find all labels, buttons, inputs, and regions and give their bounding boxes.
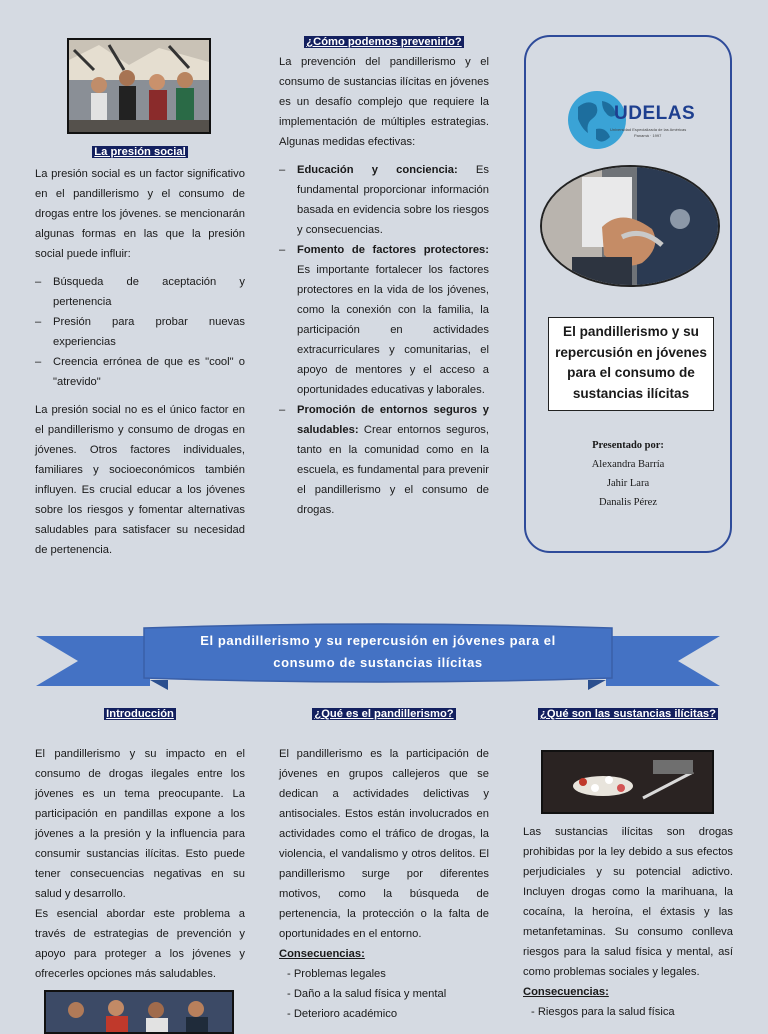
list-item	[279, 400, 489, 520]
item-text: Crear entornos seguros, tanto en la comunidad como en la escuela, es fundamental para prevenir el pandillerismo y el consumo de drogas.	[297, 424, 489, 516]
section-title-prevention: ¿Cómo podemos prevenirlo?	[306, 36, 462, 48]
social-pressure-intro: La presión social es un factor significativo en el pandillerismo y el consumo de drogas entre los jóvenes. se mencionarán algunas formas en las que la presión social puede influir:	[35, 168, 245, 260]
list-item: – Presión para probar nuevas experiencias	[35, 312, 245, 352]
social-pressure-list	[35, 272, 245, 392]
list-item: - Problemas legales	[287, 968, 386, 980]
author-name: Jahir Lara	[606, 478, 650, 489]
section-title-social-pressure: La presión social	[94, 146, 186, 158]
drugs-photo	[541, 750, 714, 814]
author-name: Alexandra Barría	[591, 459, 665, 470]
list-item	[279, 240, 489, 400]
item-text: Es fundamental proporcionar información basada en evidencia sobre los riesgos y consecuencias.	[297, 164, 489, 236]
item-text: Es importante fortalecer los factores protectores en la vida de los jóvenes, como la conexión con la familia, la participación en actividades extracurriculares y comunitarias, el apoyo de mentores y el acceso a oportunidades educativas y laborales.	[297, 264, 489, 396]
prevention-column	[279, 32, 489, 520]
logo-wordmark: UDELAS	[614, 103, 696, 124]
gangs-paragraph: El pandillerismo es la participación de jóvenes en grupos callejeros que se dedican a actividades delictivas y antisociales. Estos están involucrados en actividades como el tráfico de drogas, la violencia, el vandalismo y otros delitos. El pandillerismo surge por diferentes motivos, como la búsqueda de pertenencia, la protección o la falta de oportunidades en el entorno.	[279, 748, 489, 940]
drugs-consequences-title: Consecuencias:	[523, 986, 609, 998]
section-title-drugs: ¿Qué son las sustancias ilícitas?	[540, 708, 716, 720]
list-item: - Daño a la salud física y mental	[287, 988, 447, 1000]
gangs-consequences-list	[279, 964, 489, 1024]
list-item: - Riesgos para la salud física	[531, 1006, 675, 1018]
drugs-text-column	[523, 822, 733, 1022]
item-label: Fomento de factores protectores:	[297, 244, 489, 256]
section-title-gangs: ¿Qué es el pandillerismo?	[314, 708, 454, 720]
banner-line: consumo de sustancias ilícitas	[273, 655, 483, 670]
social-pressure-column	[35, 142, 245, 560]
cover-title: El pandillerismo y su repercusión en jóvenes para el consumo de sustancias ilícitas	[548, 317, 714, 411]
list-item: – Búsqueda de aceptación y pertenencia	[35, 272, 245, 312]
list-item	[279, 160, 489, 240]
drugs-paragraph: Las sustancias ilícitas son drogas prohibidas por la ley debido a sus efectos perjudiciales y su potencial adictivo. Incluyen drogas como la marihuana, la cocaína, la heroína, el éxtasis y las metanfetaminas. Su consumo conlleva riesgos para la salud física y mental, así como problemas sociales y legales.	[523, 826, 733, 978]
presented-by-label: Presentado por:	[592, 440, 664, 451]
cover-card	[524, 35, 732, 553]
author-name: Danalis Pérez	[598, 497, 658, 508]
drugs-column	[523, 704, 733, 724]
logo-subtitle: Universidad Especializada de las Américas	[610, 127, 687, 132]
arrest-photo	[540, 165, 720, 287]
youth-group-photo-2	[44, 990, 234, 1034]
intro-paragraph: El pandillerismo y su impacto en el consumo de drogas ilegales entre los jóvenes es un tema preocupante. La participación en pandillas expone a los jóvenes a la presión y la influencia para consumir sustancias ilícitas. Esto puede tener consecuencias negativas en su salud y desarrollo.	[35, 748, 245, 900]
list-item: – Creencia errónea de que es "cool" o "atrevido"	[35, 352, 245, 392]
udelas-logo	[566, 89, 696, 151]
item-label: Educación y conciencia:	[297, 164, 458, 176]
item-label: Promoción de entornos seguros y saludables:	[297, 404, 489, 436]
banner-line: El pandillerismo y su repercusión en jóvenes para el	[200, 633, 556, 648]
prevention-intro: La prevención del pandillerismo y el consumo de sustancias ilícitas en jóvenes es un desafío complejo que requiere la implementación de múltiples estrategias. Algunas medidas efectivas:	[279, 56, 489, 148]
social-pressure-closing: La presión social no es el único factor en el pandillerismo y consumo de drogas en jóvenes. Otros factores individuales, familiares y socioeconómicos también influyen. Es crucial educar a los jóvenes sobre los riesgos y fomentar alternativas saludables para satisfacer su necesidad de pertenencia.	[35, 404, 245, 556]
drugs-consequences-list	[523, 1002, 733, 1022]
section-title-intro: Introducción	[106, 708, 174, 720]
prevention-list	[279, 160, 489, 520]
list-item: - Deterioro académico	[287, 1008, 398, 1020]
logo-subtitle-2: Panamá · 1997	[634, 133, 662, 138]
youth-group-photo	[67, 38, 211, 134]
intro-column	[35, 704, 245, 984]
gangs-column	[279, 704, 489, 1024]
banner-title	[150, 630, 606, 674]
gangs-consequences-title: Consecuencias:	[279, 948, 365, 960]
intro-paragraph: Es esencial abordar este problema a través de estrategias de prevención y apoyo para proteger a los jóvenes y ofrecerles opciones más saludables.	[35, 908, 245, 980]
